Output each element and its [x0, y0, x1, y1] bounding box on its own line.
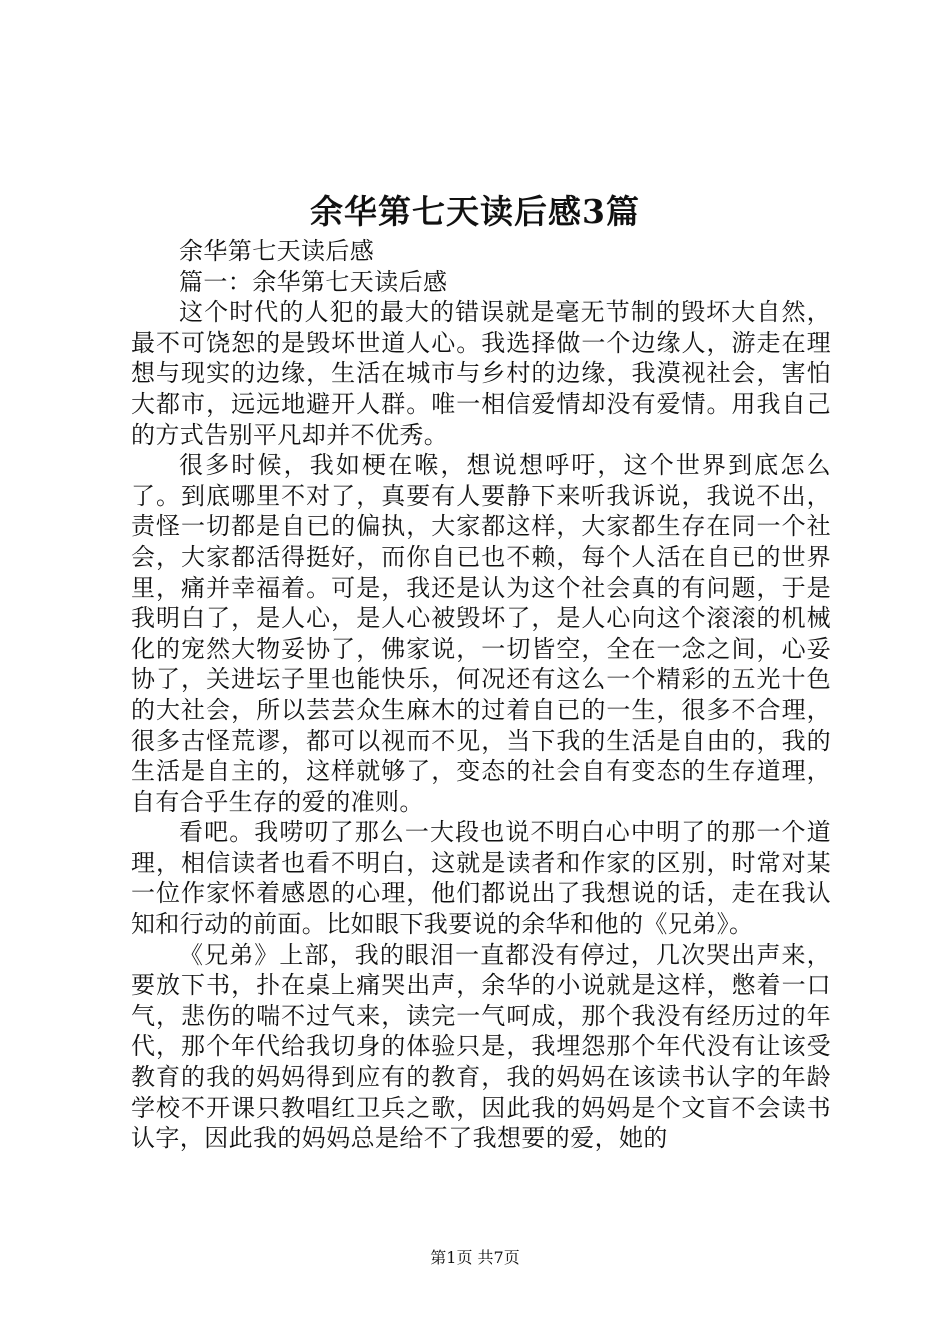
paragraph: 《兄弟》上部，我的眼泪一直都没有停过，几次哭出声来，要放下书，扑在桌上痛哭出声，余华的小说就是这样，憋着一口气，悲伤的喘不过气来，读完一气呵成，那个我没有经历过的年代，那个年代给我切身的体验只是，我埋怨那个年代没有让该受教育的我的妈妈得到应有的教育，我的妈妈在该读书认字的年龄学校不开课只教唱红卫兵之歌，因此我的妈妈是个文盲不会读书认字，因此我的妈妈总是给不了我想要的爱，她的 [131, 940, 831, 1153]
document-body [131, 236, 831, 1154]
document-title: 余华第七天读后感3篇 [310, 192, 640, 231]
paragraph: 看吧。我唠叨了那么一大段也说不明白心中明了的那一个道理，相信读者也看不明白，这就是读者和作家的区别，时常对某一位作家怀着感恩的心理，他们都说出了我想说的话，走在我认知和行动的前面。比如眼下我要说的余华和他的《兄弟》。 [131, 818, 831, 939]
paragraph: 很多时候，我如梗在喉，想说想呼吁，这个世界到底怎么了。到底哪里不对了，真要有人要静下来听我诉说，我说不出，责怪一切都是自已的偏执，大家都这样，大家都生存在同一个社会，大家都活得挺好，而你自已也不赖，每个人活在自已的世界里，痛并幸福着。可是，我还是认为这个社会真的有问题，于是我明白了，是人心，是人心被毁坏了，是人心向这个滚滚的机械化的宠然大物妥协了，佛家说，一切皆空，全在一念之间，心妥协了，关进坛子里也能快乐，何况还有这么一个精彩的五光十色的大社会，所以芸芸众生麻木的过着自已的一生，很多不合理，很多古怪荒谬，都可以视而不见，当下我的生活是自由的，我的生活是自主的，这样就够了，变态的社会自有变态的生存道理，自有合乎生存的爱的准则。 [131, 451, 831, 816]
page-footer: 第1页 共7页 [430, 1248, 520, 1267]
paragraph-subtitle: 余华第七天读后感 [179, 237, 375, 265]
paragraph-section-heading: 篇一：余华第七天读后感 [179, 267, 448, 296]
paragraph: 这个时代的人犯的最大的错误就是毫无节制的毁坏大自然，最不可饶恕的是毁坏世道人心。我选择做一个边缘人，游走在理想与现实的边缘，生活在城市与乡村的边缘，我漠视社会，害怕大都市，远远地避开人群。唯一相信爱情却没有爱情。用我自己的方式告别平凡却并不优秀。 [131, 298, 831, 449]
